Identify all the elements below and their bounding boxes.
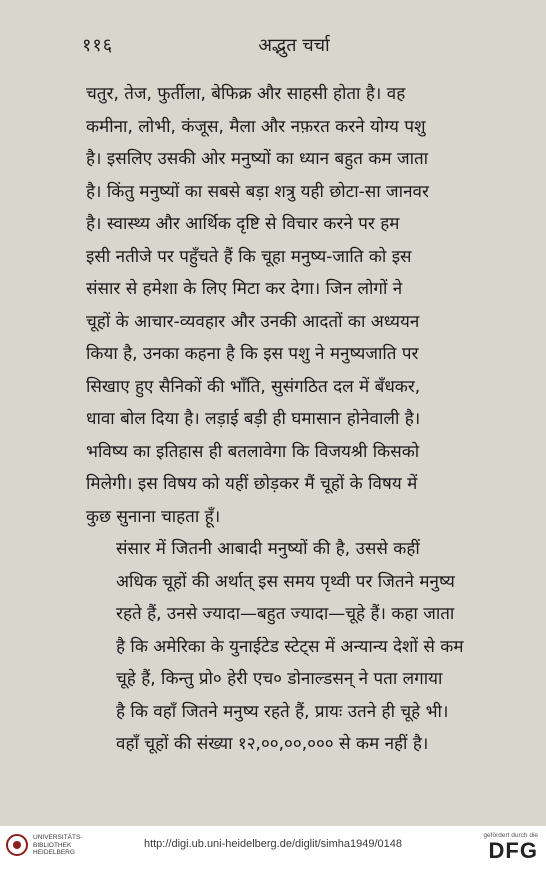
text-line: है कि वहाँ जितने मनुष्य रहते हैं, प्रायः उतने ही चूहे भी। — [116, 701, 449, 722]
text-line: है कि अमेरिका के युनाईटेड स्टेट्स में अन्यान्य देशों से कम — [116, 636, 464, 657]
dfg-sponsor[interactable] — [468, 832, 538, 863]
text-line: धावा बोल दिया है। लड़ाई बड़ी ही घमासान होनेवाली है। — [86, 409, 421, 429]
text-line: इसी नतीजे पर पहुँचते हैं कि चूहा मनुष्य-जाति को इस — [86, 246, 412, 267]
viewer-footer — [0, 826, 546, 869]
text-line: संसार में जितनी आबादी मनुष्यों की है, उससे कहीं — [116, 539, 420, 559]
text-line: सिखाए हुए सैनिकों की भाँति, सुसंगठित दल में बँधकर, — [86, 376, 421, 397]
page-number: ११६ — [82, 35, 114, 56]
paragraph-1 — [86, 78, 514, 533]
page-header — [82, 30, 506, 60]
text-line: कमीना, लोभी, कंजूस, मैला और नफ़रत करने योग्य पशु — [86, 116, 426, 137]
text-line: चूहे हैं, किन्तु प्रो० हेरी एच० डोनाल्डसन् ने पता लगाया — [116, 669, 443, 689]
text-line: है। स्वास्थ्य और आर्थिक दृष्टि से विचार करने पर हम — [86, 214, 400, 234]
text-line: मिलेगी। इस विषय को यहीं छोड़कर मैं चूहों के विषय में — [86, 474, 418, 494]
text-line: कुछ सुनाना चाहता हूँ। — [86, 506, 221, 527]
running-title: अद्भुत चर्चा — [258, 35, 330, 56]
dfg-caption: gefördert durch die — [483, 832, 538, 839]
text-line: रहते हैं, उनसे ज्यादा—बहुत ज्यादा—चूहे हैं। कहा जाता — [116, 604, 455, 624]
text-line: चूहों के आचार-व्यवहार और उनकी आदतों का अध्ययन — [86, 311, 420, 332]
text-line: भविष्य का इतिहास ही बतलावेगा कि विजयश्री किसको — [86, 441, 420, 462]
text-line: है। किंतु मनुष्यों का सबसे बड़ा शत्रु यही छोटा-सा जानवर — [86, 181, 429, 202]
body-text — [86, 78, 514, 761]
paragraph-2 — [86, 533, 514, 761]
text-line: किया है, उनका कहना है कि इस पशु ने मनुष्यजाति पर — [86, 344, 419, 364]
text-line: है। इसलिए उसकी ओर मनुष्यों का ध्यान बहुत कम जाता — [86, 149, 429, 169]
text-line: वहाँ चूहों की संख्या १२,००,००,००० से कम नहीं है। — [116, 734, 429, 754]
text-line: अधिक चूहों की अर्थात् इस समय पृथ्वी पर जितने मनुष्य — [116, 571, 455, 592]
library-logo-text: UNIVERSITÄTS- BIBLIOTHEK HEIDELBERG — [33, 834, 83, 856]
permalink-url[interactable]: http://digi.ub.uni-heidelberg.de/diglit/simha1949/0148 — [143, 838, 403, 850]
text-line: चतुर, तेज, फुर्तीला, बेफिक्र और साहसी होता है। वह — [86, 84, 406, 104]
text-line: संसार से हमेशा के लिए मिटा कर देगा। जिन लोगों ने — [86, 279, 403, 299]
dfg-logo: DFG — [488, 838, 538, 863]
